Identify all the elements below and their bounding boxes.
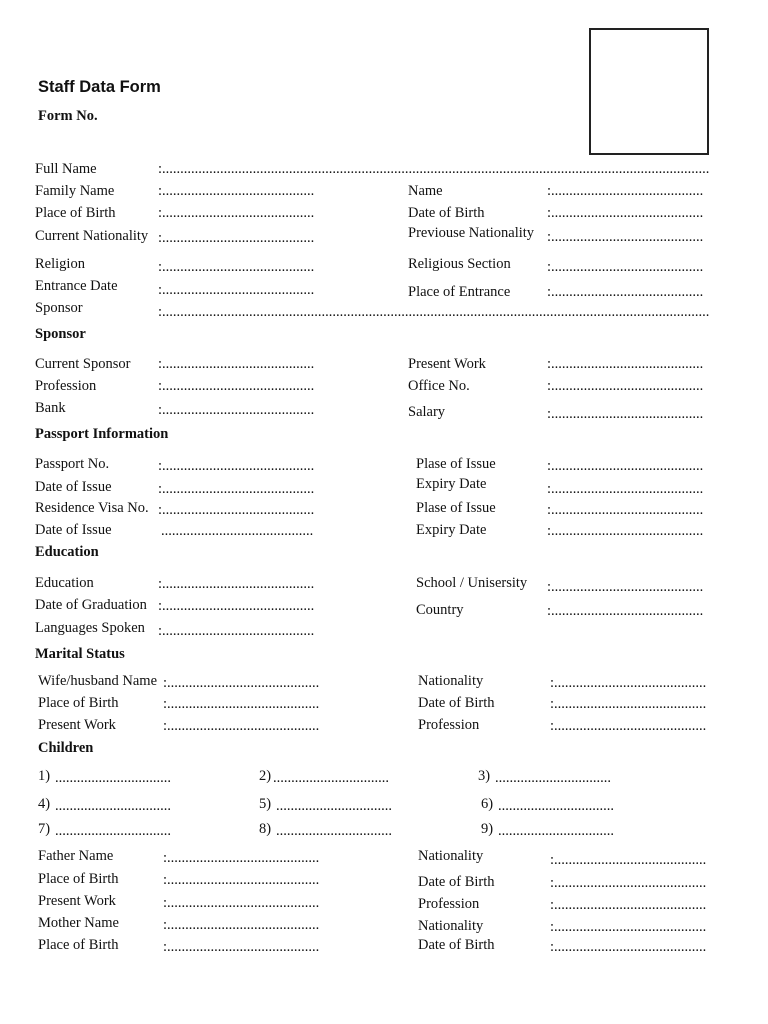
field-office-no[interactable]: :.......................................... — [547, 378, 704, 394]
form-number-label: Form No. — [38, 108, 98, 124]
label-spouse-present-work: Present Work — [38, 717, 116, 733]
label-residence-visa-no: Residence Visa No. — [35, 500, 149, 516]
child-2-number: 2) — [259, 768, 272, 784]
field-passport-expiry-date[interactable]: :.......................................... — [547, 481, 704, 497]
label-passport-date-of-issue: Date of Issue — [35, 479, 112, 495]
photo-box[interactable] — [589, 28, 709, 155]
field-child-8[interactable]: ................................ — [276, 823, 392, 839]
field-entrance-date[interactable]: :.......................................... — [158, 282, 315, 298]
field-family-name[interactable]: :.......................................... — [158, 183, 315, 199]
field-education[interactable]: :.......................................... — [158, 576, 315, 592]
label-visa-date-of-issue: Date of Issue — [35, 522, 112, 538]
label-father-place-of-birth: Place of Birth — [38, 871, 119, 887]
label-present-work: Present Work — [408, 356, 486, 372]
label-salary: Salary — [408, 404, 446, 420]
label-spouse-profession: Profession — [418, 717, 480, 733]
field-languages-spoken[interactable]: :.......................................... — [158, 623, 315, 639]
label-passport-place-of-issue: Plase of Issue — [416, 456, 496, 472]
label-passport-no: Passport No. — [35, 456, 110, 472]
field-father-name[interactable]: :.......................................... — [163, 850, 320, 866]
field-current-sponsor[interactable]: :.......................................... — [158, 356, 315, 372]
field-current-nationality[interactable]: :.......................................... — [158, 230, 315, 246]
field-salary[interactable]: :.......................................... — [547, 406, 704, 422]
label-date-of-birth: Date of Birth — [408, 205, 485, 221]
label-profession: Profession — [35, 378, 97, 394]
child-8-number: 8) — [259, 821, 272, 837]
section-marital-heading: Marital Status — [35, 646, 125, 662]
field-father-present-work[interactable]: :.......................................... — [163, 895, 320, 911]
field-place-of-birth[interactable]: :.......................................... — [158, 205, 315, 221]
label-bank: Bank — [35, 400, 66, 416]
field-passport-no[interactable]: :.......................................... — [158, 458, 315, 474]
field-visa-place-of-issue[interactable]: :.......................................... — [547, 502, 704, 518]
field-father-profession[interactable]: :.......................................... — [550, 897, 707, 913]
label-spouse-date-of-birth: Date of Birth — [418, 695, 495, 711]
field-sponsor[interactable]: :....................................................................................................................................................... — [158, 304, 710, 320]
field-father-date-of-birth[interactable]: :.......................................... — [550, 875, 707, 891]
label-full-name: Full Name — [35, 161, 97, 177]
label-country: Country — [416, 602, 464, 618]
field-religion[interactable]: :.......................................... — [158, 259, 315, 275]
label-father-present-work: Present Work — [38, 893, 116, 909]
label-spouse-place-of-birth: Place of Birth — [38, 695, 119, 711]
field-mother-date-of-birth[interactable]: :.......................................... — [550, 939, 707, 955]
label-mother-name: Mother Name — [38, 915, 119, 931]
label-father-nationality: Nationality — [418, 848, 484, 864]
field-full-name[interactable]: :....................................................................................................................................................... — [158, 161, 710, 177]
field-spouse-nationality[interactable]: :.......................................... — [550, 675, 707, 691]
field-spouse-name[interactable]: :.......................................... — [163, 675, 320, 691]
field-child-5[interactable]: ................................ — [276, 798, 392, 814]
field-child-9[interactable]: ................................ — [498, 823, 614, 839]
label-religion: Religion — [35, 256, 85, 272]
label-languages-spoken: Languages Spoken — [35, 620, 145, 636]
section-passport-heading: Passport Information — [35, 426, 169, 442]
label-passport-expiry-date: Expiry Date — [416, 476, 487, 492]
label-current-nationality: Current Nationality — [35, 228, 149, 244]
label-mother-nationality: Nationality — [418, 918, 484, 934]
field-father-nationality[interactable]: :.......................................... — [550, 852, 707, 868]
child-1-number: 1) — [38, 768, 51, 784]
child-7-number: 7) — [38, 821, 51, 837]
label-family-name: Family Name — [35, 183, 115, 199]
field-mother-place-of-birth[interactable]: :.......................................... — [163, 939, 320, 955]
label-current-sponsor: Current Sponsor — [35, 356, 131, 372]
field-spouse-profession[interactable]: :.......................................... — [550, 718, 707, 734]
label-previous-nationality: Previouse Nationality — [408, 225, 535, 241]
label-mother-place-of-birth: Place of Birth — [38, 937, 119, 953]
field-profession[interactable]: :.......................................... — [158, 378, 315, 394]
label-date-of-graduation: Date of Graduation — [35, 597, 147, 613]
label-father-name: Father Name — [38, 848, 114, 864]
label-entrance-date: Entrance Date — [35, 278, 118, 294]
field-child-6[interactable]: ................................ — [498, 798, 614, 814]
section-sponsor-heading: Sponsor — [35, 326, 86, 342]
label-spouse-name: Wife/husband Name — [38, 673, 158, 689]
label-visa-expiry-date: Expiry Date — [416, 522, 487, 538]
field-passport-place-of-issue[interactable]: :.......................................... — [547, 458, 704, 474]
field-spouse-place-of-birth[interactable]: :.......................................... — [163, 696, 320, 712]
field-religious-section[interactable]: :.......................................... — [547, 259, 704, 275]
field-child-2[interactable]: ................................ — [273, 770, 389, 786]
field-date-of-birth[interactable]: :.......................................... — [547, 205, 704, 221]
label-education: Education — [35, 575, 94, 591]
field-mother-nationality[interactable]: :.......................................... — [550, 919, 707, 935]
child-9-number: 9) — [481, 821, 494, 837]
label-spouse-nationality: Nationality — [418, 673, 484, 689]
label-place-of-entrance: Place of Entrance — [408, 284, 511, 300]
field-bank[interactable]: :.......................................... — [158, 402, 315, 418]
label-name: Name — [408, 183, 443, 199]
label-visa-place-of-issue: Plase of Issue — [416, 500, 496, 516]
field-name[interactable]: :.......................................... — [547, 183, 704, 199]
label-father-date-of-birth: Date of Birth — [418, 874, 495, 890]
field-visa-date-of-issue[interactable]: .......................................... — [161, 523, 314, 539]
field-child-7[interactable]: ................................ — [55, 823, 171, 839]
field-previous-nationality[interactable]: :.......................................... — [547, 229, 704, 245]
child-3-number: 3) — [478, 768, 491, 784]
field-father-place-of-birth[interactable]: :.......................................... — [163, 872, 320, 888]
child-6-number: 6) — [481, 796, 494, 812]
field-child-1[interactable]: ................................ — [55, 770, 171, 786]
field-child-4[interactable]: ................................ — [55, 798, 171, 814]
field-passport-date-of-issue[interactable]: :.......................................... — [158, 481, 315, 497]
field-date-of-graduation[interactable]: :.......................................... — [158, 598, 315, 614]
child-5-number: 5) — [259, 796, 272, 812]
field-child-3[interactable]: ................................ — [495, 770, 611, 786]
label-religious-section: Religious Section — [408, 256, 511, 272]
field-spouse-present-work[interactable]: :.......................................... — [163, 718, 320, 734]
field-country[interactable]: :.......................................... — [547, 603, 704, 619]
field-spouse-date-of-birth[interactable]: :.......................................... — [550, 696, 707, 712]
label-father-profession: Profession — [418, 896, 480, 912]
label-mother-date-of-birth: Date of Birth — [418, 937, 495, 953]
child-4-number: 4) — [38, 796, 51, 812]
field-school-university[interactable]: :.......................................... — [547, 579, 704, 595]
section-education-heading: Education — [35, 544, 99, 560]
label-place-of-birth: Place of Birth — [35, 205, 116, 221]
field-place-of-entrance[interactable]: :.......................................... — [547, 284, 704, 300]
field-mother-name[interactable]: :.......................................... — [163, 917, 320, 933]
label-school-university: School / Unisersity — [416, 575, 528, 591]
field-present-work[interactable]: :.......................................... — [547, 356, 704, 372]
section-children-heading: Children — [38, 740, 94, 756]
field-visa-expiry-date[interactable]: :.......................................... — [547, 523, 704, 539]
page-title: Staff Data Form — [38, 78, 161, 96]
label-sponsor: Sponsor — [35, 300, 83, 316]
label-office-no: Office No. — [408, 378, 470, 394]
field-residence-visa-no[interactable]: :.......................................... — [158, 502, 315, 518]
